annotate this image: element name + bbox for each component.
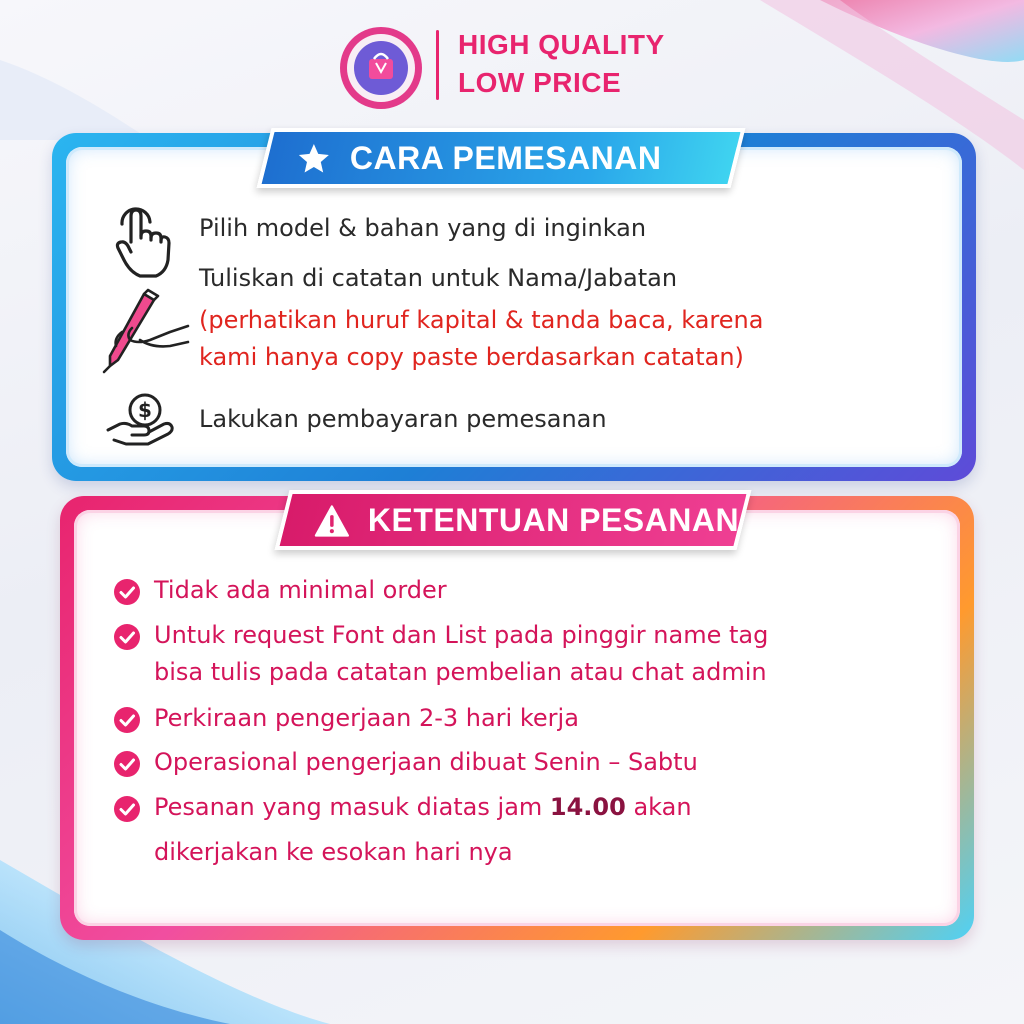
step-1-text: Pilih model & bahan yang di inginkan xyxy=(199,214,647,242)
tagline-line-2: LOW PRICE xyxy=(458,67,622,98)
check-circle-icon xyxy=(113,578,141,606)
star-icon xyxy=(296,140,332,176)
shopping-bag-icon xyxy=(369,59,393,79)
terms-title-ribbon xyxy=(275,490,752,550)
step-2-text: Tuliskan di catatan untuk Nama/Jabatan xyxy=(199,264,678,292)
writing-hand-icon xyxy=(100,288,192,374)
check-circle-icon xyxy=(113,750,141,778)
rule-5-text-after: akan xyxy=(625,793,692,821)
check-circle-icon xyxy=(113,706,141,734)
step-3-text: Lakukan pembayaran pemesanan xyxy=(199,405,607,433)
rule-2-line-1: Untuk request Font dan List pada pinggir name tag xyxy=(154,621,769,649)
check-circle-icon xyxy=(113,623,141,651)
tagline-line-1: HIGH QUALITY xyxy=(458,29,665,60)
payment-hand-icon xyxy=(104,390,176,448)
rule-5-text-before: Pesanan yang masuk diatas jam xyxy=(154,793,550,821)
tap-hand-icon xyxy=(110,202,172,280)
rule-4-text: Operasional pengerjaan dibuat Senin – Sabtu xyxy=(154,748,698,776)
rule-2-line-2: bisa tulis pada catatan pembelian atau chat admin xyxy=(154,658,767,686)
step-2-note-line-1: (perhatikan huruf kapital & tanda baca, karena xyxy=(199,306,764,334)
ordering-title: CARA PEMESANAN xyxy=(350,139,662,176)
ordering-title-ribbon xyxy=(257,128,746,188)
svg-text:$: $ xyxy=(138,398,152,422)
check-circle-icon xyxy=(113,795,141,823)
terms-title: KETENTUAN PESANAN xyxy=(368,501,740,538)
step-2-note-line-2: kami hanya copy paste berdasarkan catatan) xyxy=(199,343,744,371)
tagline xyxy=(458,26,665,102)
rule-5-line-1 xyxy=(154,788,692,826)
rule-1-text: Tidak ada minimal order xyxy=(154,576,447,604)
rule-3-text: Perkiraan pengerjaan 2-3 hari kerja xyxy=(154,704,579,732)
rule-5-line-2: dikerjakan ke esokan hari nya xyxy=(154,838,513,866)
warning-icon xyxy=(314,504,350,536)
header-divider xyxy=(436,30,439,100)
store-logo xyxy=(338,25,424,111)
rule-5-time-highlight: 14.00 xyxy=(549,793,626,821)
